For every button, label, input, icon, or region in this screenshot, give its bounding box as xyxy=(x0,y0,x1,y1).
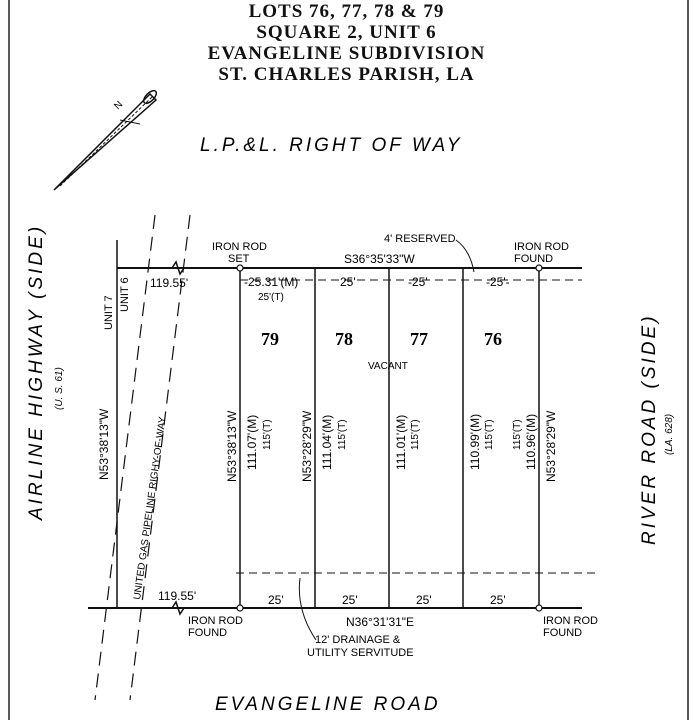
river-road-label: RIVER ROAD (SIDE) xyxy=(639,313,660,545)
lot-77-label: 77 xyxy=(410,329,428,349)
dim-bottom-78: 25' xyxy=(342,593,358,607)
lot-79-label: 79 xyxy=(261,329,279,349)
iron-rod-found-sw-label-1: IRON ROD xyxy=(188,615,243,627)
line-78-title: 115'(T) xyxy=(337,419,348,450)
iron-rod-found-ne-label-2: FOUND xyxy=(514,253,554,265)
unit6-label: UNIT 6 xyxy=(119,277,131,312)
line-77-measured: 111.01'(M) xyxy=(394,414,408,470)
bearing-top: S36°35'33"W xyxy=(344,252,415,266)
north-arrow-icon xyxy=(54,89,158,190)
line-78-bearing: N53°28'29"W xyxy=(300,410,314,482)
title-line-3: EVANGELINE SUBDIVISION xyxy=(207,43,486,64)
bearing-bottom: N36°31'31"E xyxy=(346,615,415,629)
lpl-right-of-way-label: L.P.&L. RIGHT OF WAY xyxy=(200,135,463,156)
dim-bottom-76: 25' xyxy=(490,593,506,607)
iron-rod-found-se-marker xyxy=(536,605,542,611)
title-line-4: ST. CHARLES PARISH, LA xyxy=(218,64,475,85)
line-79-bearing: N53°38'13"W xyxy=(225,410,239,482)
line-right-title: 115'(T) xyxy=(512,419,523,450)
airline-highway-label: AIRLINE HIGHWAY (SIDE) xyxy=(26,223,47,520)
line-right-measured: 110.96'(M) xyxy=(524,413,538,470)
drainage-label-2: UTILITY SERVITUDE xyxy=(307,647,414,659)
line-right-bearing: N53°28'29"W xyxy=(544,410,558,482)
line-78-measured: 111.04'(M) xyxy=(320,414,334,470)
us61-label: (U. S. 61) xyxy=(54,367,65,410)
evangeline-road-label: EVANGELINE ROAD xyxy=(215,694,441,715)
reserved-label: 4' RESERVED xyxy=(384,233,456,245)
title-line-2: SQUARE 2, UNIT 6 xyxy=(256,22,437,43)
lot-78-label: 78 xyxy=(335,329,353,349)
line-76-measured: 110.99'(M) xyxy=(468,413,482,470)
unit7-label: UNIT 7 xyxy=(103,295,115,330)
dim-top-76: -25'- xyxy=(486,275,510,289)
iron-rod-set-label-2: SET xyxy=(228,253,250,265)
iron-rod-found-ne-label-1: IRON ROD xyxy=(514,241,569,253)
dim-bottom-77: 25' xyxy=(416,593,432,607)
line-76-title: 115'(T) xyxy=(484,419,495,450)
vacant-label: VACANT xyxy=(368,361,408,372)
title-line-1: LOTS 76, 77, 78 & 79 xyxy=(248,1,445,22)
iron-rod-found-sw-marker xyxy=(237,605,243,611)
iron-rod-found-se-label-1: IRON ROD xyxy=(543,615,598,627)
drainage-label-1: 12' DRAINAGE & xyxy=(315,634,401,646)
dim-bottom-left: 119.55' xyxy=(158,589,197,603)
dim-top-77: -25' xyxy=(408,275,428,289)
line-79-title: 115'(T) xyxy=(262,419,273,450)
dim-bottom-79: 25' xyxy=(268,593,284,607)
dim-top-79-m: -25.31'(M) xyxy=(244,275,299,289)
la628-label: (LA. 628) xyxy=(664,413,675,455)
iron-rod-found-sw-label-2: FOUND xyxy=(188,627,228,639)
pipeline-label: UNITED GAS PIPELINE RIGHY-OF-WAY xyxy=(132,416,169,601)
dim-top-left: 119.55' xyxy=(150,276,189,290)
iron-rod-found-ne-marker xyxy=(536,265,542,271)
dim-top-79-t: 25'(T) xyxy=(258,292,284,303)
bearing-left: N53°38'13"W xyxy=(97,408,111,480)
iron-rod-set-label-1: IRON ROD xyxy=(212,241,267,253)
iron-rod-found-se-label-2: FOUND xyxy=(543,627,583,639)
line-79-measured: 111.07'(M) xyxy=(245,414,259,470)
lot-76-label: 76 xyxy=(484,329,502,349)
dim-top-78: 25' xyxy=(340,275,356,289)
line-77-title: 115'(T) xyxy=(410,419,421,450)
svg-text:N: N xyxy=(112,99,126,113)
iron-rod-set-marker xyxy=(237,265,243,271)
